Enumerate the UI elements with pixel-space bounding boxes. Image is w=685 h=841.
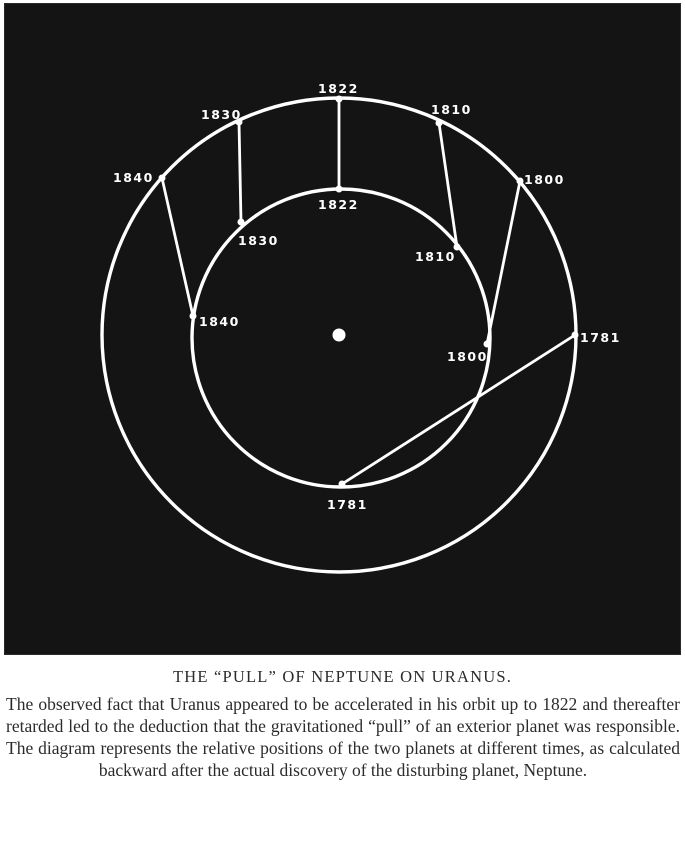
- inner-label-1810: 1810: [415, 249, 456, 264]
- connector-1840: [162, 178, 193, 316]
- inner-dot-1781: [339, 481, 346, 488]
- outer-dot-1810: [436, 120, 443, 127]
- sun-dot: [333, 329, 346, 342]
- outer-label-1810: 1810: [431, 102, 472, 117]
- connector-1830: [239, 122, 241, 222]
- inner-label-1781: 1781: [327, 497, 368, 512]
- inner-label-1830: 1830: [238, 233, 279, 248]
- inner-dot-1830: [238, 219, 245, 226]
- inner-label-1840: 1840: [199, 314, 240, 329]
- outer-dot-1822: [336, 96, 343, 103]
- inner-label-1800: 1800: [447, 349, 488, 364]
- inner-label-1822: 1822: [318, 197, 359, 212]
- connector-1800: [487, 181, 520, 344]
- orbit-diagram: [4, 3, 681, 655]
- outer-label-1822: 1822: [318, 81, 359, 96]
- outer-label-1830: 1830: [201, 107, 242, 122]
- outer-dot-1840: [159, 175, 166, 182]
- outer-dot-1800: [517, 178, 524, 185]
- inner-dot-1840: [190, 313, 197, 320]
- caption-body: The observed fact that Uranus appeared to be accelerated in his orbit up to 1822 and thereafter retarded led to the deduction that the gravitationed “pull” of an exterior planet was responsible. The diagram represents the relative positions of the two planets at different times, as calculated backward after the actual discovery of the disturbing planet, Neptune.: [6, 694, 680, 780]
- inner-dot-1822: [336, 186, 343, 193]
- outer-label-1781: 1781: [580, 330, 621, 345]
- caption-title: THE “PULL” OF NEPTUNE ON URANUS.: [172, 667, 513, 686]
- outer-dot-1781: [572, 332, 579, 339]
- inner-dot-1800: [484, 341, 491, 348]
- orbit-diagram-svg: [5, 4, 681, 655]
- outer-label-1800: 1800: [524, 172, 565, 187]
- outer-label-1840: 1840: [113, 170, 154, 185]
